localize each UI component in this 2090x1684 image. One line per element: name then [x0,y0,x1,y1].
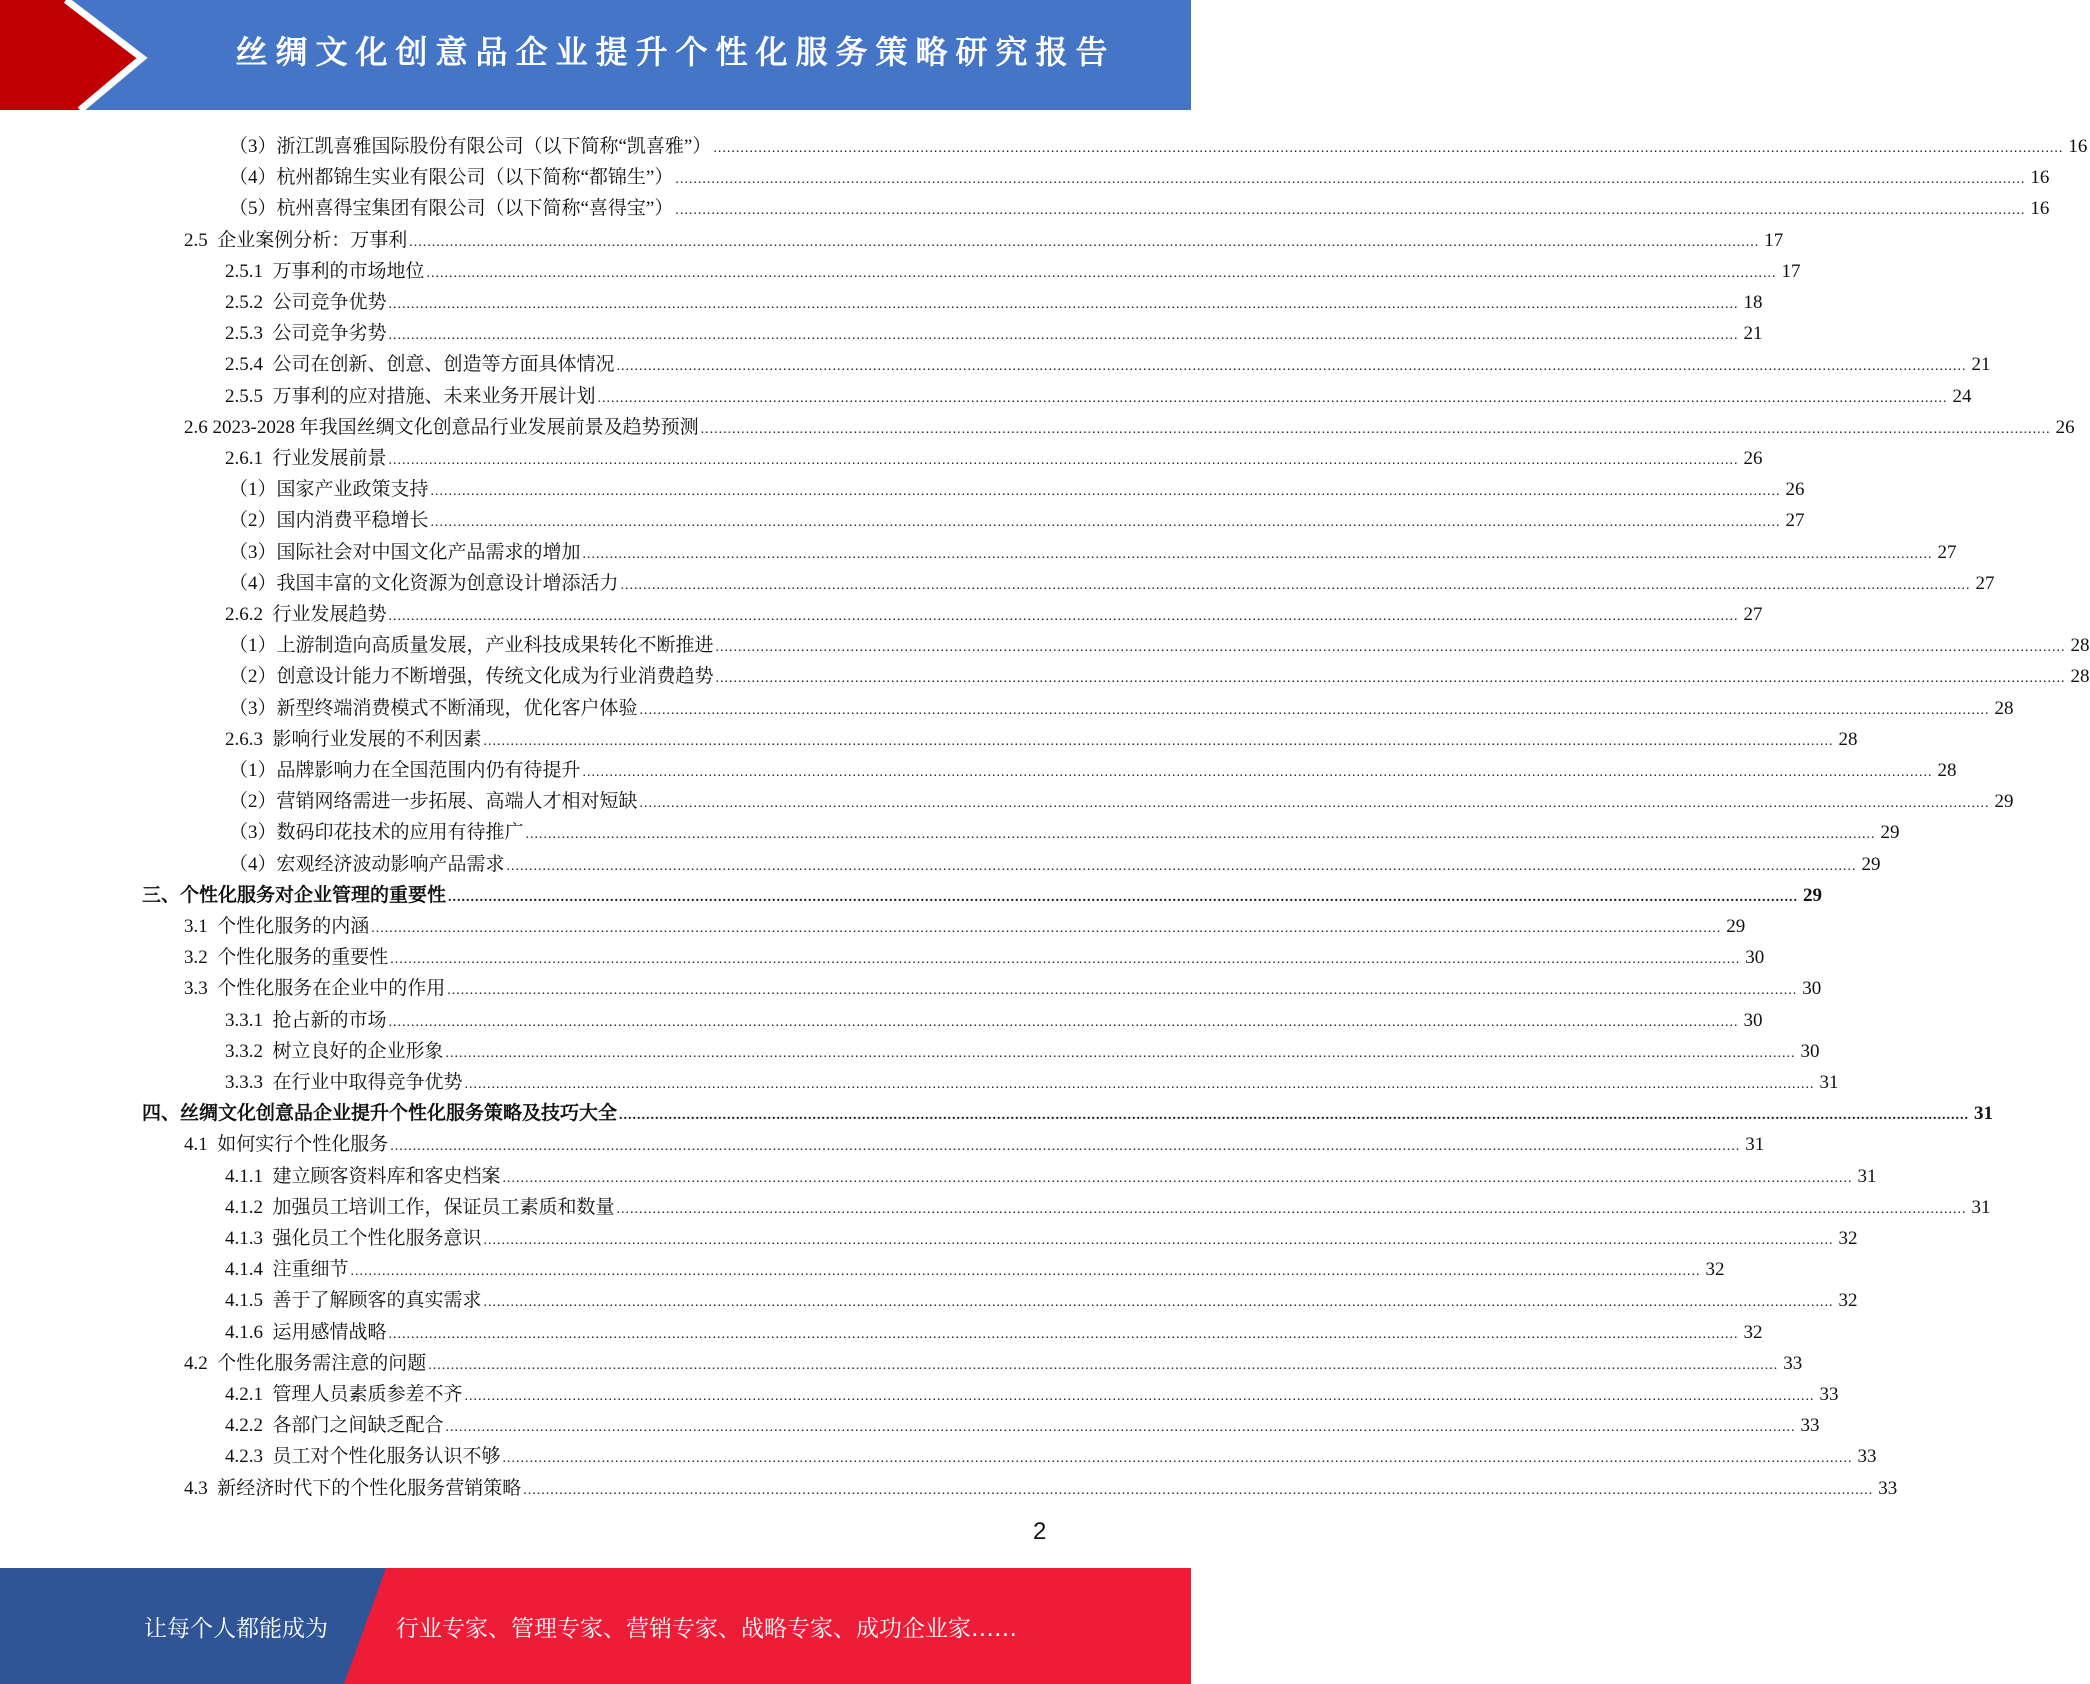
toc-entry-label: 2.5.5 万事利的应对措施、未来业务开展计划 [225,385,596,407]
toc-leader-dots: ............................................................................................................................................................................................................................................................................................................ [483,1233,1834,1248]
toc-entry[interactable] [184,1345,1803,1376]
toc-entry-page: 32 [1705,1259,1725,1281]
toc-entry-label: 2.5.2 公司竞争优势 [225,292,387,313]
toc-entry-page: 31 [1819,1072,1839,1093]
toc-entry-label: 2.5.1 万事利的市场地位 [225,260,425,282]
toc-entry-page: 27 [1785,510,1805,532]
toc-leader-dots: ............................................................................................................................................................................................................................................................................................................ [675,203,2026,219]
toc-entry-label: 4.1.3 强化员工个性化服务意识 [225,1228,482,1249]
toc-entry-page: 16 [2030,198,2050,220]
toc-leader-dots: ............................................................................................................................................................................................................................................................................................................ [445,1045,1796,1061]
toc-entry[interactable] [225,1002,1763,1033]
toc-entry[interactable] [225,721,1858,752]
toc-entry[interactable] [225,1189,1991,1220]
toc-entry-label: （1）品牌影响力在全国范围内仍有待提升 [229,760,581,781]
toc-entry[interactable] [225,1220,1858,1251]
footer-slogan-left: 让每个人都能成为 [144,1616,328,1642]
toc-entry[interactable] [184,1126,1765,1157]
toc-entry[interactable] [225,596,1763,627]
toc-entry-label: 2.6.3 影响行业发展的不利因素 [225,728,482,750]
toc-entry-label: （3）数码印花技术的应用有待推广 [229,822,524,844]
toc-entry[interactable] [142,1095,1994,1126]
toc-entry-label: （5）杭州喜得宝集团有限公司（以下简称“喜得宝”） [229,198,674,220]
toc-entry[interactable] [229,502,1805,533]
toc-entry-page: 27 [1937,541,1957,563]
toc-entry-page: 29 [1726,916,1746,937]
toc-leader-dots: ............................................................................................................................................................................................................................................................................................................ [447,983,1798,999]
toc-entry-label: 2.5.4 公司在创新、创意、创造等方面具体情况 [225,354,615,376]
toc-entry[interactable] [229,658,2090,689]
toc-entry[interactable] [229,471,1805,502]
toc-entry-label: 4.1.5 善于了解顾客的真实需求 [225,1290,482,1312]
toc-entry[interactable] [225,1376,1839,1407]
toc-entry[interactable] [229,690,2014,721]
toc-entry[interactable] [225,346,1991,377]
toc-entry[interactable] [225,1033,1820,1064]
toc-leader-dots: ............................................................................................................................................................................................................................................................................................................ [464,1077,1815,1092]
toc-entry-page: 31 [1857,1165,1877,1187]
toc-entry-label: （3）浙江凯喜雅国际股份有限公司（以下简称“凯喜雅”） [229,136,712,157]
toc-entry-label: 四、丝绸文化创意品企业提升个性化服务策略及技巧大全 [142,1103,618,1125]
toc-entry-label: 2.5 企业案例分析：万事利 [184,229,408,251]
toc-leader-dots: ............................................................................................................................................................................................................................................................................................................ [616,1201,1967,1217]
toc-leader-dots: ............................................................................................................................................................................................................................................................................................................ [597,390,1948,406]
toc-entry[interactable] [225,1314,1763,1345]
toc-leader-dots: ............................................................................................................................................................................................................................................................................................................ [616,359,1967,375]
toc-leader-dots: ............................................................................................................................................................................................................................................................................................................ [388,609,1739,624]
toc-entry[interactable] [184,970,1822,1001]
toc-entry-page: 33 [1878,1477,1898,1499]
page-header [0,0,1191,110]
toc-leader-dots: ............................................................................................................................................................................................................................................................................................................ [388,328,1739,344]
toc-entry-label: 4.2 个性化服务需注意的问题 [184,1352,427,1374]
toc-leader-dots: ............................................................................................................................................................................................................................................................................................................ [582,765,1933,780]
toc-entry-page: 21 [1743,323,1763,345]
toc-entry[interactable] [184,222,1784,253]
toc-leader-dots: ............................................................................................................................................................................................................................................................................................................ [390,1139,1741,1155]
toc-entry-label: 3.3.3 在行业中取得竞争优势 [225,1072,463,1093]
toc-entry-label: 4.1.6 运用感情战略 [225,1321,387,1343]
toc-entry[interactable] [229,627,2090,658]
toc-leader-dots: ............................................................................................................................................................................................................................................................................................................ [445,1420,1796,1436]
toc-leader-dots: ............................................................................................................................................................................................................................................................................................................ [525,827,1876,843]
toc-entry-page: 17 [1781,260,1801,282]
toc-entry-label: （4）宏观经济波动影响产品需求 [229,853,505,875]
toc-entry[interactable] [229,783,2014,814]
toc-entry-page: 31 [1974,1103,1994,1125]
toc-leader-dots: ............................................................................................................................................................................................................................................................................................................ [700,421,2051,437]
toc-entry-page: 29 [1994,791,2014,813]
toc-entry[interactable] [225,378,1972,409]
toc-leader-dots: ............................................................................................................................................................................................................................................................................................................ [388,297,1739,312]
toc-entry-label: 2.6.2 行业发展趋势 [225,604,387,625]
toc-entry-page: 16 [2030,167,2050,189]
toc-leader-dots: ............................................................................................................................................................................................................................................................................................................ [350,1264,1701,1280]
toc-entry-label: （2）营销网络需进一步拓展、高端人才相对短缺 [229,791,638,813]
toc-entry[interactable] [225,1064,1839,1095]
toc-entry-label: （3）新型终端消费模式不断涌现，优化客户体验 [229,697,638,719]
toc-entry-page: 21 [1971,354,1991,376]
toc-entry-label: 4.3 新经济时代下的个性化服务营销策略 [184,1477,522,1499]
toc-entry[interactable] [184,1470,1898,1501]
toc-entry[interactable] [184,908,1746,939]
toc-entry-label: 2.6 2023-2028 年我国丝绸文化创意品行业发展前景及趋势预测 [184,416,699,438]
toc-entry-page: 24 [1952,385,1972,407]
toc-leader-dots: ............................................................................................................................................................................................................................................................................................................ [428,1357,1779,1373]
toc-leader-dots: ............................................................................................................................................................................................................................................................................................................ [388,1326,1739,1342]
toc-leader-dots: ............................................................................................................................................................................................................................................................................................................ [523,1482,1874,1498]
toc-leader-dots: ............................................................................................................................................................................................................................................................................................................ [426,265,1777,281]
toc-entry-label: 4.2.3 员工对个性化服务认识不够 [225,1446,501,1468]
toc-entry-label: （2）国内消费平稳增长 [229,510,429,532]
toc-entry-page: 30 [1745,947,1765,969]
toc-entry-page: 32 [1743,1321,1763,1343]
toc-entry[interactable] [225,1158,1877,1189]
toc-entry[interactable] [142,877,1823,908]
toc-leader-dots: ............................................................................................................................................................................................................................................................................................................ [448,889,1799,905]
toc-entry[interactable] [225,1251,1725,1282]
toc-entry-page: 28 [1994,697,2014,719]
toc-entry[interactable] [229,814,1900,845]
toc-entry-page: 28 [1937,760,1957,781]
toc-entry-label: 3.1 个性化服务的内涵 [184,916,370,937]
toc-entry-page: 16 [2068,136,2088,157]
toc-entry[interactable] [229,159,2050,190]
toc-leader-dots: ............................................................................................................................................................................................................................................................................................................ [715,671,2066,687]
toc-entry-page: 33 [1857,1446,1877,1468]
toc-entry-page: 33 [1783,1352,1803,1374]
toc-entry-label: 4.2.2 各部门之间缺乏配合 [225,1415,444,1437]
page-footer [0,1568,1191,1684]
toc-entry-page: 32 [1838,1290,1858,1312]
toc-entry-page: 31 [1971,1196,1991,1218]
toc-leader-dots: ............................................................................................................................................................................................................................................................................................................ [639,702,1990,718]
toc-entry[interactable] [225,315,1763,346]
toc-entry-label: 4.2.1 管理人员素质参差不齐 [225,1384,463,1405]
toc-entry-label: 3.3.1 抢占新的市场 [225,1009,387,1031]
toc-entry[interactable] [229,534,1957,565]
toc-entry-page: 30 [1800,1040,1820,1062]
toc-leader-dots: ............................................................................................................................................................................................................................................................................................................ [430,484,1781,500]
toc-entry-label: 4.1.1 建立顾客资料库和客史档案 [225,1165,501,1187]
toc-entry-page: 30 [1802,978,1822,1000]
toc-entry[interactable] [225,253,1801,284]
toc-leader-dots: ............................................................................................................................................................................................................................................................................................................ [619,1108,1970,1124]
toc-entry[interactable] [229,128,2088,159]
toc-leader-dots: ............................................................................................................................................................................................................................................................................................................ [483,733,1834,749]
toc-entry-label: （1）国家产业政策支持 [229,479,429,501]
toc-entry[interactable] [229,190,2050,221]
toc-entry-label: （4）杭州都锦生实业有限公司（以下简称“都锦生”） [229,167,674,189]
toc-entry-page: 33 [1800,1415,1820,1437]
toc-entry-page: 18 [1743,292,1763,313]
toc-entry[interactable] [225,440,1763,471]
toc-entry-page: 28 [2070,666,2090,688]
toc-entry[interactable] [229,752,1957,783]
toc-entry-label: 4.1.2 加强员工培训工作，保证员工素质和数量 [225,1196,615,1218]
toc-leader-dots: ............................................................................................................................................................................................................................................................................................................ [502,1170,1853,1186]
toc-entry-page: 27 [1743,604,1763,625]
toc-entry-page: 32 [1838,1228,1858,1249]
toc-entry-page: 26 [1785,479,1805,501]
toc-entry[interactable] [184,409,2075,440]
toc-entry-page: 17 [1764,229,1784,251]
toc-entry-page: 29 [1803,884,1823,906]
page-number: 2 [1033,1518,1047,1545]
footer-slogan-right: 行业专家、管理专家、营销专家、战略专家、成功企业家…… [396,1616,1017,1642]
toc-leader-dots: ............................................................................................................................................................................................................................................................................................................ [483,1295,1834,1311]
toc-leader-dots: ............................................................................................................................................................................................................................................................................................................ [464,1389,1815,1404]
toc-entry-label: 3.3.2 树立良好的企业形象 [225,1040,444,1062]
toc-leader-dots: ............................................................................................................................................................................................................................................................................................................ [713,141,2064,156]
toc-entry-label: （2）创意设计能力不断增强，传统文化成为行业消费趋势 [229,666,714,688]
toc-entry[interactable] [229,565,1995,596]
toc-entry-page: 27 [1975,572,1995,594]
toc-entry-label: （3）国际社会对中国文化产品需求的增加 [229,541,581,563]
toc-leader-dots: ............................................................................................................................................................................................................................................................................................................ [582,546,1933,562]
toc-entry-page: 26 [1743,448,1763,469]
toc-leader-dots: ............................................................................................................................................................................................................................................................................................................ [388,453,1739,468]
toc-entry[interactable] [184,939,1765,970]
toc-leader-dots: ............................................................................................................................................................................................................................................................................................................ [675,172,2026,188]
toc-entry-label: 2.6.1 行业发展前景 [225,448,387,469]
toc-leader-dots: ............................................................................................................................................................................................................................................................................................................ [390,952,1741,968]
toc-leader-dots: ............................................................................................................................................................................................................................................................................................................ [409,234,1760,250]
toc-entry-label: 3.2 个性化服务的重要性 [184,947,389,969]
toc-entry-page: 26 [2055,416,2075,438]
toc-leader-dots: ............................................................................................................................................................................................................................................................................................................ [502,1451,1853,1467]
toc-entry-label: （1）上游制造向高质量发展，产业科技成果转化不断推进 [229,635,714,657]
toc-entry-page: 29 [1880,822,1900,844]
toc-entry-page: 28 [2070,635,2090,657]
toc-entry[interactable] [229,846,1881,877]
toc-entry-page: 31 [1745,1134,1765,1156]
report-title: 丝绸文化创意品企业提升个性化服务策略研究报告 [235,33,1116,71]
toc-entry[interactable] [225,1438,1877,1469]
toc-entry[interactable] [225,284,1763,315]
toc-entry-label: 3.3 个性化服务在企业中的作用 [184,978,446,1000]
toc-entry-page: 33 [1819,1384,1839,1405]
toc-entry[interactable] [225,1282,1858,1313]
toc-leader-dots: ............................................................................................................................................................................................................................................................................................................ [639,796,1990,812]
toc-entry-label: 2.5.3 公司竞争劣势 [225,323,387,345]
toc-entry-label: 4.1.4 注重细节 [225,1259,349,1281]
toc-entry-page: 30 [1743,1009,1763,1031]
toc-entry-page: 29 [1861,853,1881,875]
toc-entry-label: 4.1 如何实行个性化服务 [184,1134,389,1156]
toc-leader-dots: ............................................................................................................................................................................................................................................................................................................ [430,515,1781,531]
toc-entry-label: 三、个性化服务对企业管理的重要性 [142,884,447,906]
toc-entry-label: （4）我国丰富的文化资源为创意设计增添活力 [229,572,619,594]
toc-leader-dots: ............................................................................................................................................................................................................................................................................................................ [715,640,2066,656]
toc-leader-dots: ............................................................................................................................................................................................................................................................................................................ [371,921,1722,936]
toc-leader-dots: ............................................................................................................................................................................................................................................................................................................ [620,577,1971,593]
toc-entry[interactable] [225,1407,1820,1438]
toc-leader-dots: ............................................................................................................................................................................................................................................................................................................ [506,858,1857,874]
toc-entry-page: 28 [1838,728,1858,750]
toc-leader-dots: ............................................................................................................................................................................................................................................................................................................ [388,1014,1739,1030]
